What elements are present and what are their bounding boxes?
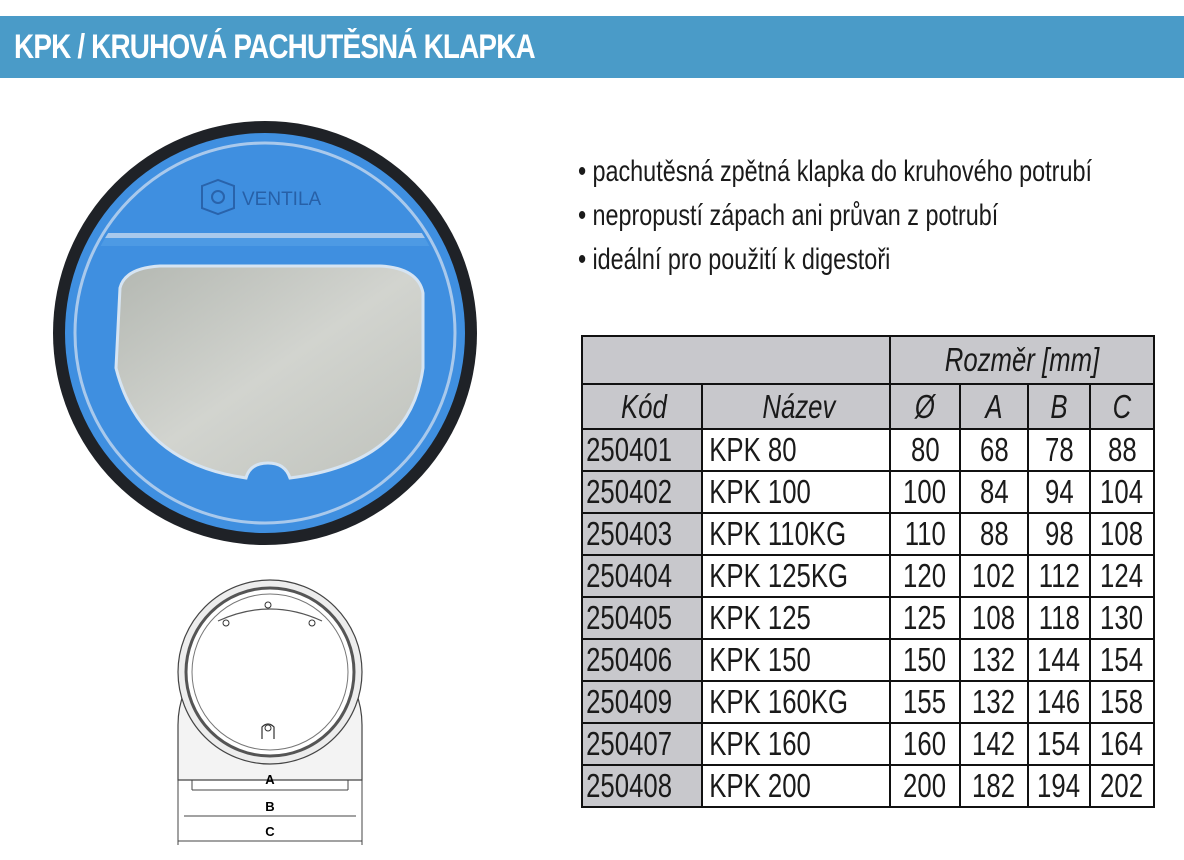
dim-a-cell: 132 — [960, 681, 1028, 723]
column-header: C — [1090, 384, 1154, 429]
dim-a-cell: 102 — [960, 555, 1028, 597]
diameter-cell: 110 — [890, 513, 960, 555]
dim-a-cell: 88 — [960, 513, 1028, 555]
column-header: Ø — [890, 384, 960, 429]
code-cell: 250409 — [582, 681, 702, 723]
page-title: KPK / KRUHOVÁ PACHUTĚSNÁ KLAPKA — [14, 28, 535, 66]
dim-b-cell: 154 — [1028, 723, 1090, 765]
dim-c-cell: 104 — [1090, 471, 1154, 513]
column-header: A — [960, 384, 1028, 429]
table-row — [582, 513, 1154, 555]
table-row — [582, 471, 1154, 513]
dim-c-cell: 124 — [1090, 555, 1154, 597]
table-row — [582, 765, 1154, 807]
code-cell: 250406 — [582, 639, 702, 681]
bullet-icon: • — [578, 155, 587, 188]
code-cell: 250408 — [582, 765, 702, 807]
feature-list — [578, 150, 1184, 282]
title-bar — [0, 16, 1184, 78]
name-cell: KPK 150 — [702, 639, 890, 681]
dim-a-cell: 84 — [960, 471, 1028, 513]
bullet-icon: • — [578, 199, 587, 232]
table-corner — [582, 336, 890, 384]
diameter-cell: 150 — [890, 639, 960, 681]
dim-b-cell: 98 — [1028, 513, 1090, 555]
dimension-label-b: B — [265, 799, 275, 814]
table-row — [582, 681, 1154, 723]
dim-a-cell: 132 — [960, 639, 1028, 681]
name-cell: KPK 160KG — [702, 681, 890, 723]
dim-b-cell: 112 — [1028, 555, 1090, 597]
dim-a-cell: 182 — [960, 765, 1028, 807]
dim-c-cell: 130 — [1090, 597, 1154, 639]
dim-a-cell: 108 — [960, 597, 1028, 639]
code-cell: 250407 — [582, 723, 702, 765]
diameter-cell: 155 — [890, 681, 960, 723]
brand-name: VENTILA — [242, 189, 322, 210]
dim-a-cell: 68 — [960, 429, 1028, 471]
dimension-label-c: C — [265, 824, 275, 839]
dim-c-cell: 108 — [1090, 513, 1154, 555]
diameter-cell: 80 — [890, 429, 960, 471]
name-cell: KPK 110KG — [702, 513, 890, 555]
dim-b-cell: 194 — [1028, 765, 1090, 807]
dim-c-cell: 164 — [1090, 723, 1154, 765]
column-header: B — [1028, 384, 1090, 429]
name-cell: KPK 160 — [702, 723, 890, 765]
technical-drawing — [170, 575, 370, 855]
product-photo — [50, 118, 480, 548]
table-row — [582, 429, 1154, 471]
feature-item: • pachutěsná zpětná klapka do kruhového potrubí — [578, 155, 1093, 188]
feature-item: • nepropustí zápach ani průvan z potrubí — [578, 199, 999, 232]
name-cell: KPK 125 — [702, 597, 890, 639]
group-header: Rozměr [mm] — [890, 336, 1154, 384]
code-cell: 250402 — [582, 471, 702, 513]
diameter-cell: 125 — [890, 597, 960, 639]
column-header: Kód — [582, 384, 702, 429]
code-cell: 250405 — [582, 597, 702, 639]
diameter-cell: 120 — [890, 555, 960, 597]
diameter-cell: 160 — [890, 723, 960, 765]
dim-b-cell: 144 — [1028, 639, 1090, 681]
diameter-cell: 200 — [890, 765, 960, 807]
name-cell: KPK 125KG — [702, 555, 890, 597]
dim-b-cell: 78 — [1028, 429, 1090, 471]
name-cell: KPK 100 — [702, 471, 890, 513]
code-cell: 250403 — [582, 513, 702, 555]
dim-b-cell: 118 — [1028, 597, 1090, 639]
dim-a-cell: 142 — [960, 723, 1028, 765]
dim-c-cell: 154 — [1090, 639, 1154, 681]
mesh-flap — [116, 266, 423, 478]
bullet-icon: • — [578, 243, 587, 276]
table-row — [582, 723, 1154, 765]
feature-item: • ideální pro použití k digestoři — [578, 243, 891, 276]
name-cell: KPK 200 — [702, 765, 890, 807]
dim-b-cell: 146 — [1028, 681, 1090, 723]
dim-b-cell: 94 — [1028, 471, 1090, 513]
column-header: Název — [702, 384, 890, 429]
table-row — [582, 555, 1154, 597]
table-row — [582, 597, 1154, 639]
diameter-cell: 100 — [890, 471, 960, 513]
name-cell: KPK 80 — [702, 429, 890, 471]
dim-c-cell: 202 — [1090, 765, 1154, 807]
dim-c-cell: 88 — [1090, 429, 1154, 471]
code-cell: 250401 — [582, 429, 702, 471]
dimension-label-a: A — [265, 772, 275, 787]
dim-c-cell: 158 — [1090, 681, 1154, 723]
dimension-table — [581, 335, 1155, 808]
code-cell: 250404 — [582, 555, 702, 597]
table-row — [582, 639, 1154, 681]
